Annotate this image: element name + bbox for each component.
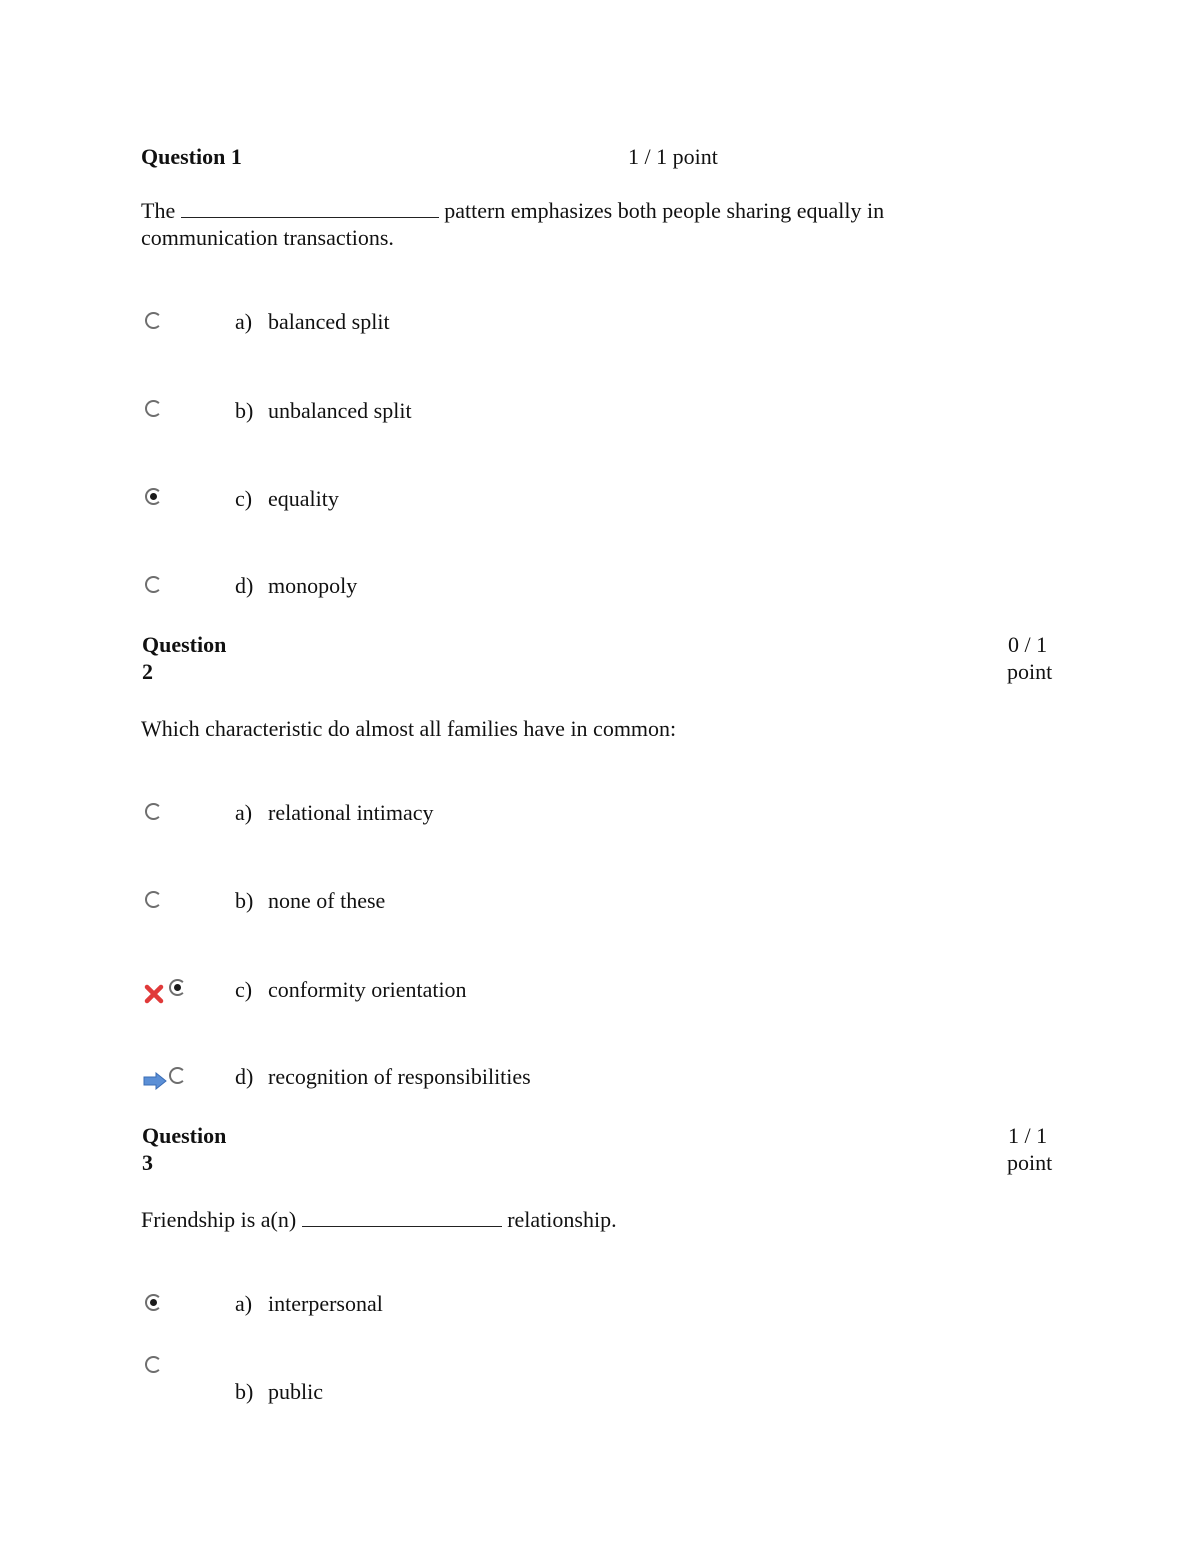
option-text: relational intimacy bbox=[268, 800, 434, 825]
radio-button-selected[interactable] bbox=[169, 979, 186, 996]
option-letter: b) bbox=[235, 398, 254, 423]
option-letter: c) bbox=[235, 977, 253, 1002]
radio-button[interactable] bbox=[145, 576, 162, 593]
option-text: public bbox=[268, 1379, 323, 1404]
question-2-number: 2 bbox=[142, 659, 153, 684]
answer-blank bbox=[181, 197, 439, 218]
radio-button[interactable] bbox=[145, 312, 162, 329]
incorrect-x-icon bbox=[144, 984, 164, 1004]
radio-button[interactable] bbox=[145, 891, 162, 908]
option-text: conformity orientation bbox=[268, 977, 467, 1002]
question-3-prompt: Friendship is a(n) relationship. bbox=[141, 1207, 617, 1232]
radio-button[interactable] bbox=[145, 803, 162, 820]
question-1-prompt-line2: communication transactions. bbox=[141, 225, 394, 250]
question-1-score: 1 / 1 point bbox=[628, 144, 718, 169]
option-text: unbalanced split bbox=[268, 398, 412, 423]
option-letter: a) bbox=[235, 800, 253, 825]
radio-button[interactable] bbox=[145, 1356, 162, 1373]
correct-answer-arrow-icon bbox=[143, 1072, 167, 1090]
radio-button[interactable] bbox=[169, 1067, 186, 1084]
option-text: none of these bbox=[268, 888, 386, 913]
option-text: equality bbox=[268, 486, 339, 511]
question-3-title: Question bbox=[142, 1123, 227, 1148]
question-2-prompt: Which characteristic do almost all families have in common: bbox=[141, 716, 677, 741]
option-text: monopoly bbox=[268, 573, 358, 598]
radio-button-selected[interactable] bbox=[145, 488, 162, 505]
option-letter: d) bbox=[235, 573, 254, 598]
option-letter: b) bbox=[235, 1379, 254, 1404]
option-letter: c) bbox=[235, 486, 253, 511]
question-3-number: 3 bbox=[142, 1150, 153, 1175]
question-1-prompt: The pattern emphasizes both people sharing equally in bbox=[141, 198, 885, 223]
radio-button[interactable] bbox=[145, 400, 162, 417]
answer-blank bbox=[302, 1206, 502, 1227]
question-2-title: Question bbox=[142, 632, 227, 657]
option-text: recognition of responsibilities bbox=[268, 1064, 531, 1089]
option-text: balanced split bbox=[268, 309, 390, 334]
option-letter: a) bbox=[235, 1291, 253, 1316]
option-letter: b) bbox=[235, 888, 254, 913]
question-1-title: Question 1 bbox=[141, 144, 242, 169]
question-2-score-unit: point bbox=[1007, 659, 1053, 684]
radio-button-selected[interactable] bbox=[145, 1294, 162, 1311]
option-letter: a) bbox=[235, 309, 253, 334]
option-text: interpersonal bbox=[268, 1291, 383, 1316]
question-2-score: 0 / 1 bbox=[1008, 632, 1048, 657]
question-3-score-unit: point bbox=[1007, 1150, 1053, 1175]
option-letter: d) bbox=[235, 1064, 254, 1089]
question-3-score: 1 / 1 bbox=[1008, 1123, 1048, 1148]
